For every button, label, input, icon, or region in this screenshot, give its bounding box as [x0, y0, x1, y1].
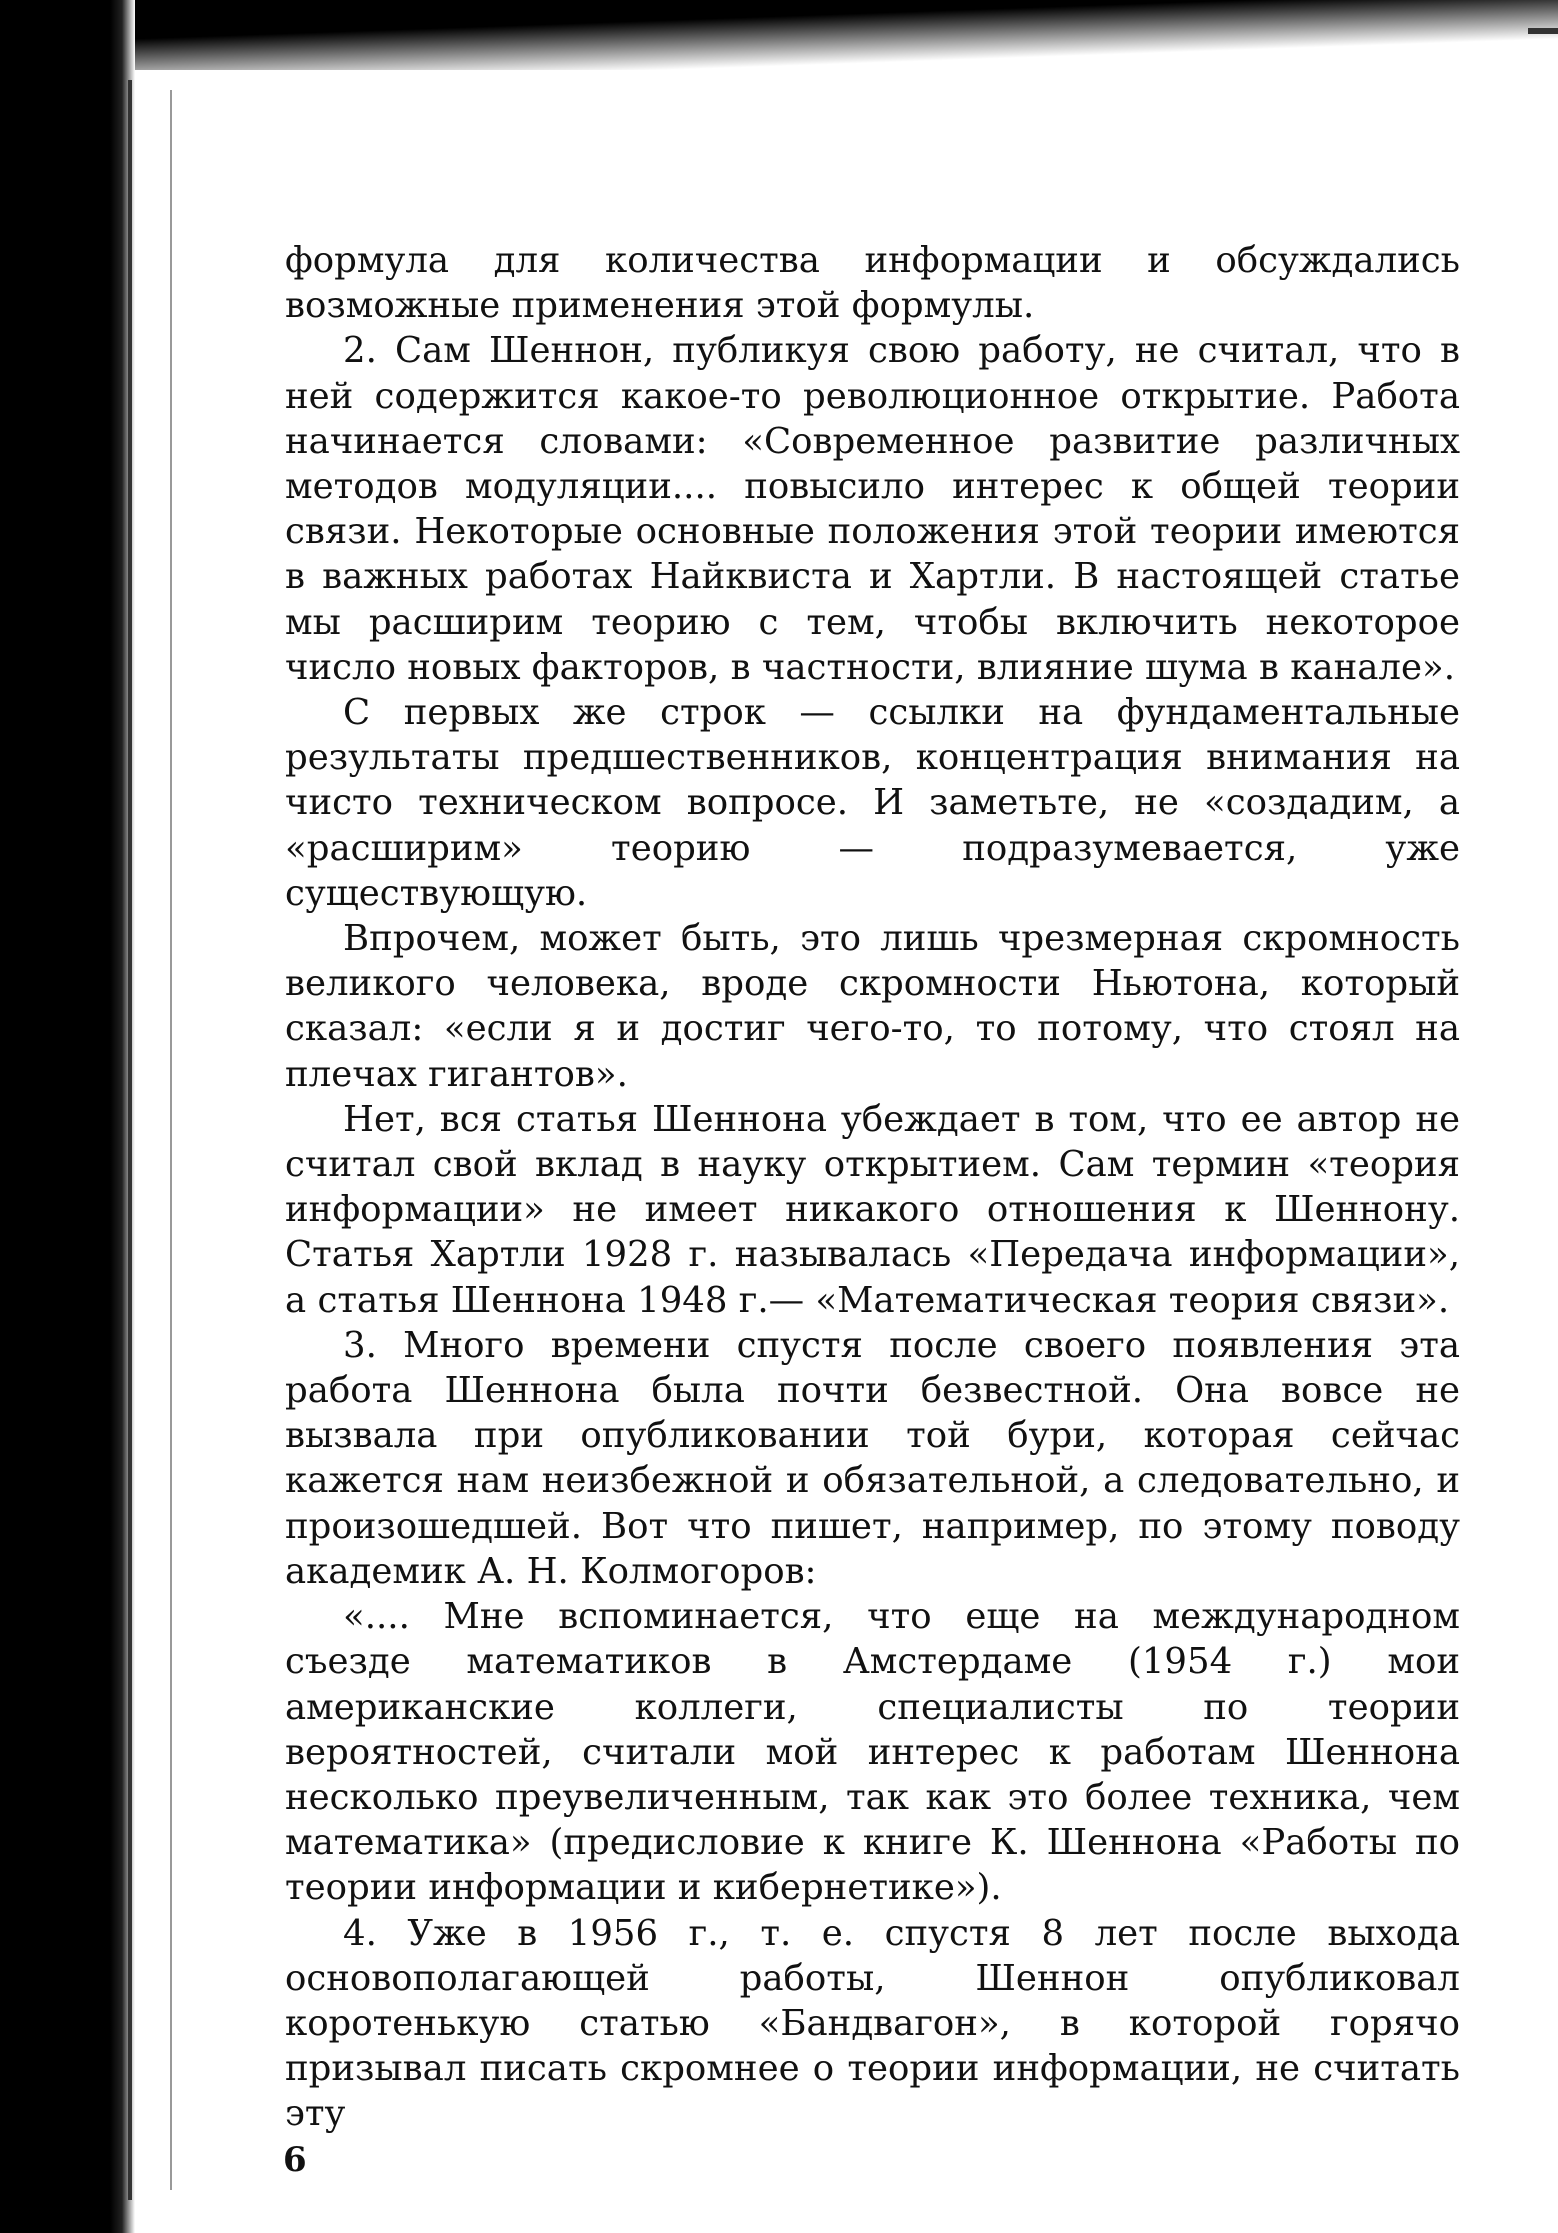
scan-artifact-line — [128, 80, 132, 2200]
paragraph: 3. Много времени спустя после своего появления эта работа Шеннона была почти безвестной. Она вовсе не вызвала при опубликовании той бури, которая сейчас кажется нам неизбежной и обязательной, а следовательно, и произошедшей. Вот что пишет, например, по этому поводу академик А. Н. Колмогоров: — [285, 1324, 1460, 1592]
page-number: 6 — [283, 2140, 307, 2180]
scan-shadow-left — [0, 0, 135, 2233]
paragraph: формула для количества информации и обсуждались возможные применения этой формулы. — [285, 240, 1460, 327]
scan-artifact-mark — [1528, 28, 1558, 34]
scan-artifact-line — [170, 90, 172, 2190]
paragraph: Нет, вся статья Шеннона убеждает в том, что ее автор не считал свой вклад в науку открытием. Сам термин «теория информации» не имеет никакого отношения к Шеннону. Статья Хартли 1928 г. называлась «Передача информации», а статья Шеннона 1948 г.— «Математическая теория связи». — [285, 1098, 1460, 1321]
paragraph: 2. Сам Шеннон, публикуя свою работу, не считал, что в ней содержится какое-то революционное открытие. Работа начинается словами: «Современное развитие различных методов модуляции.... повысило интерес к общей теории связи. Некоторые основные положения этой теории имеются в важных работах Найквиста и Хартли. В настоящей статье мы расширим теорию с тем, чтобы включить некоторое число новых факторов, в частности, влияние шума в канале». — [285, 330, 1460, 688]
paragraph: 4. Уже в 1956 г., т. е. спустя 8 лет после выхода основополагающей работы, Шеннон опубликовал коротенькую статью «Бандвагон», в которой горячо призывал писать скромнее о теории информации, не считать эту — [285, 1912, 1460, 2135]
page-body — [285, 238, 1460, 2137]
scan-shadow-top — [0, 0, 1558, 70]
paragraph: «.... Мне вспоминается, что еще на международном съезде математиков в Амстердаме (1954 г.) мои американские коллеги, специалисты по теории вероятностей, считали мой интерес к работам Шеннона несколько преувеличенным, так как это более техника, чем математика» (предисловие к книге К. Шеннона «Работы по теории информации и кибернетике»). — [285, 1596, 1460, 1909]
paragraph: Впрочем, может быть, это лишь чрезмерная скромность великого человека, вроде скромности Ньютона, который сказал: «если я и достиг чего-то, то потому, что стоял на плечах гигантов». — [285, 918, 1460, 1095]
paragraph: С первых же строк — ссылки на фундаментальные результаты предшественников, концентрация внимания на чисто техническом вопросе. И заметьте, не «создадим, а «расширим» теорию — подразумевается, уже существующую. — [285, 692, 1460, 914]
